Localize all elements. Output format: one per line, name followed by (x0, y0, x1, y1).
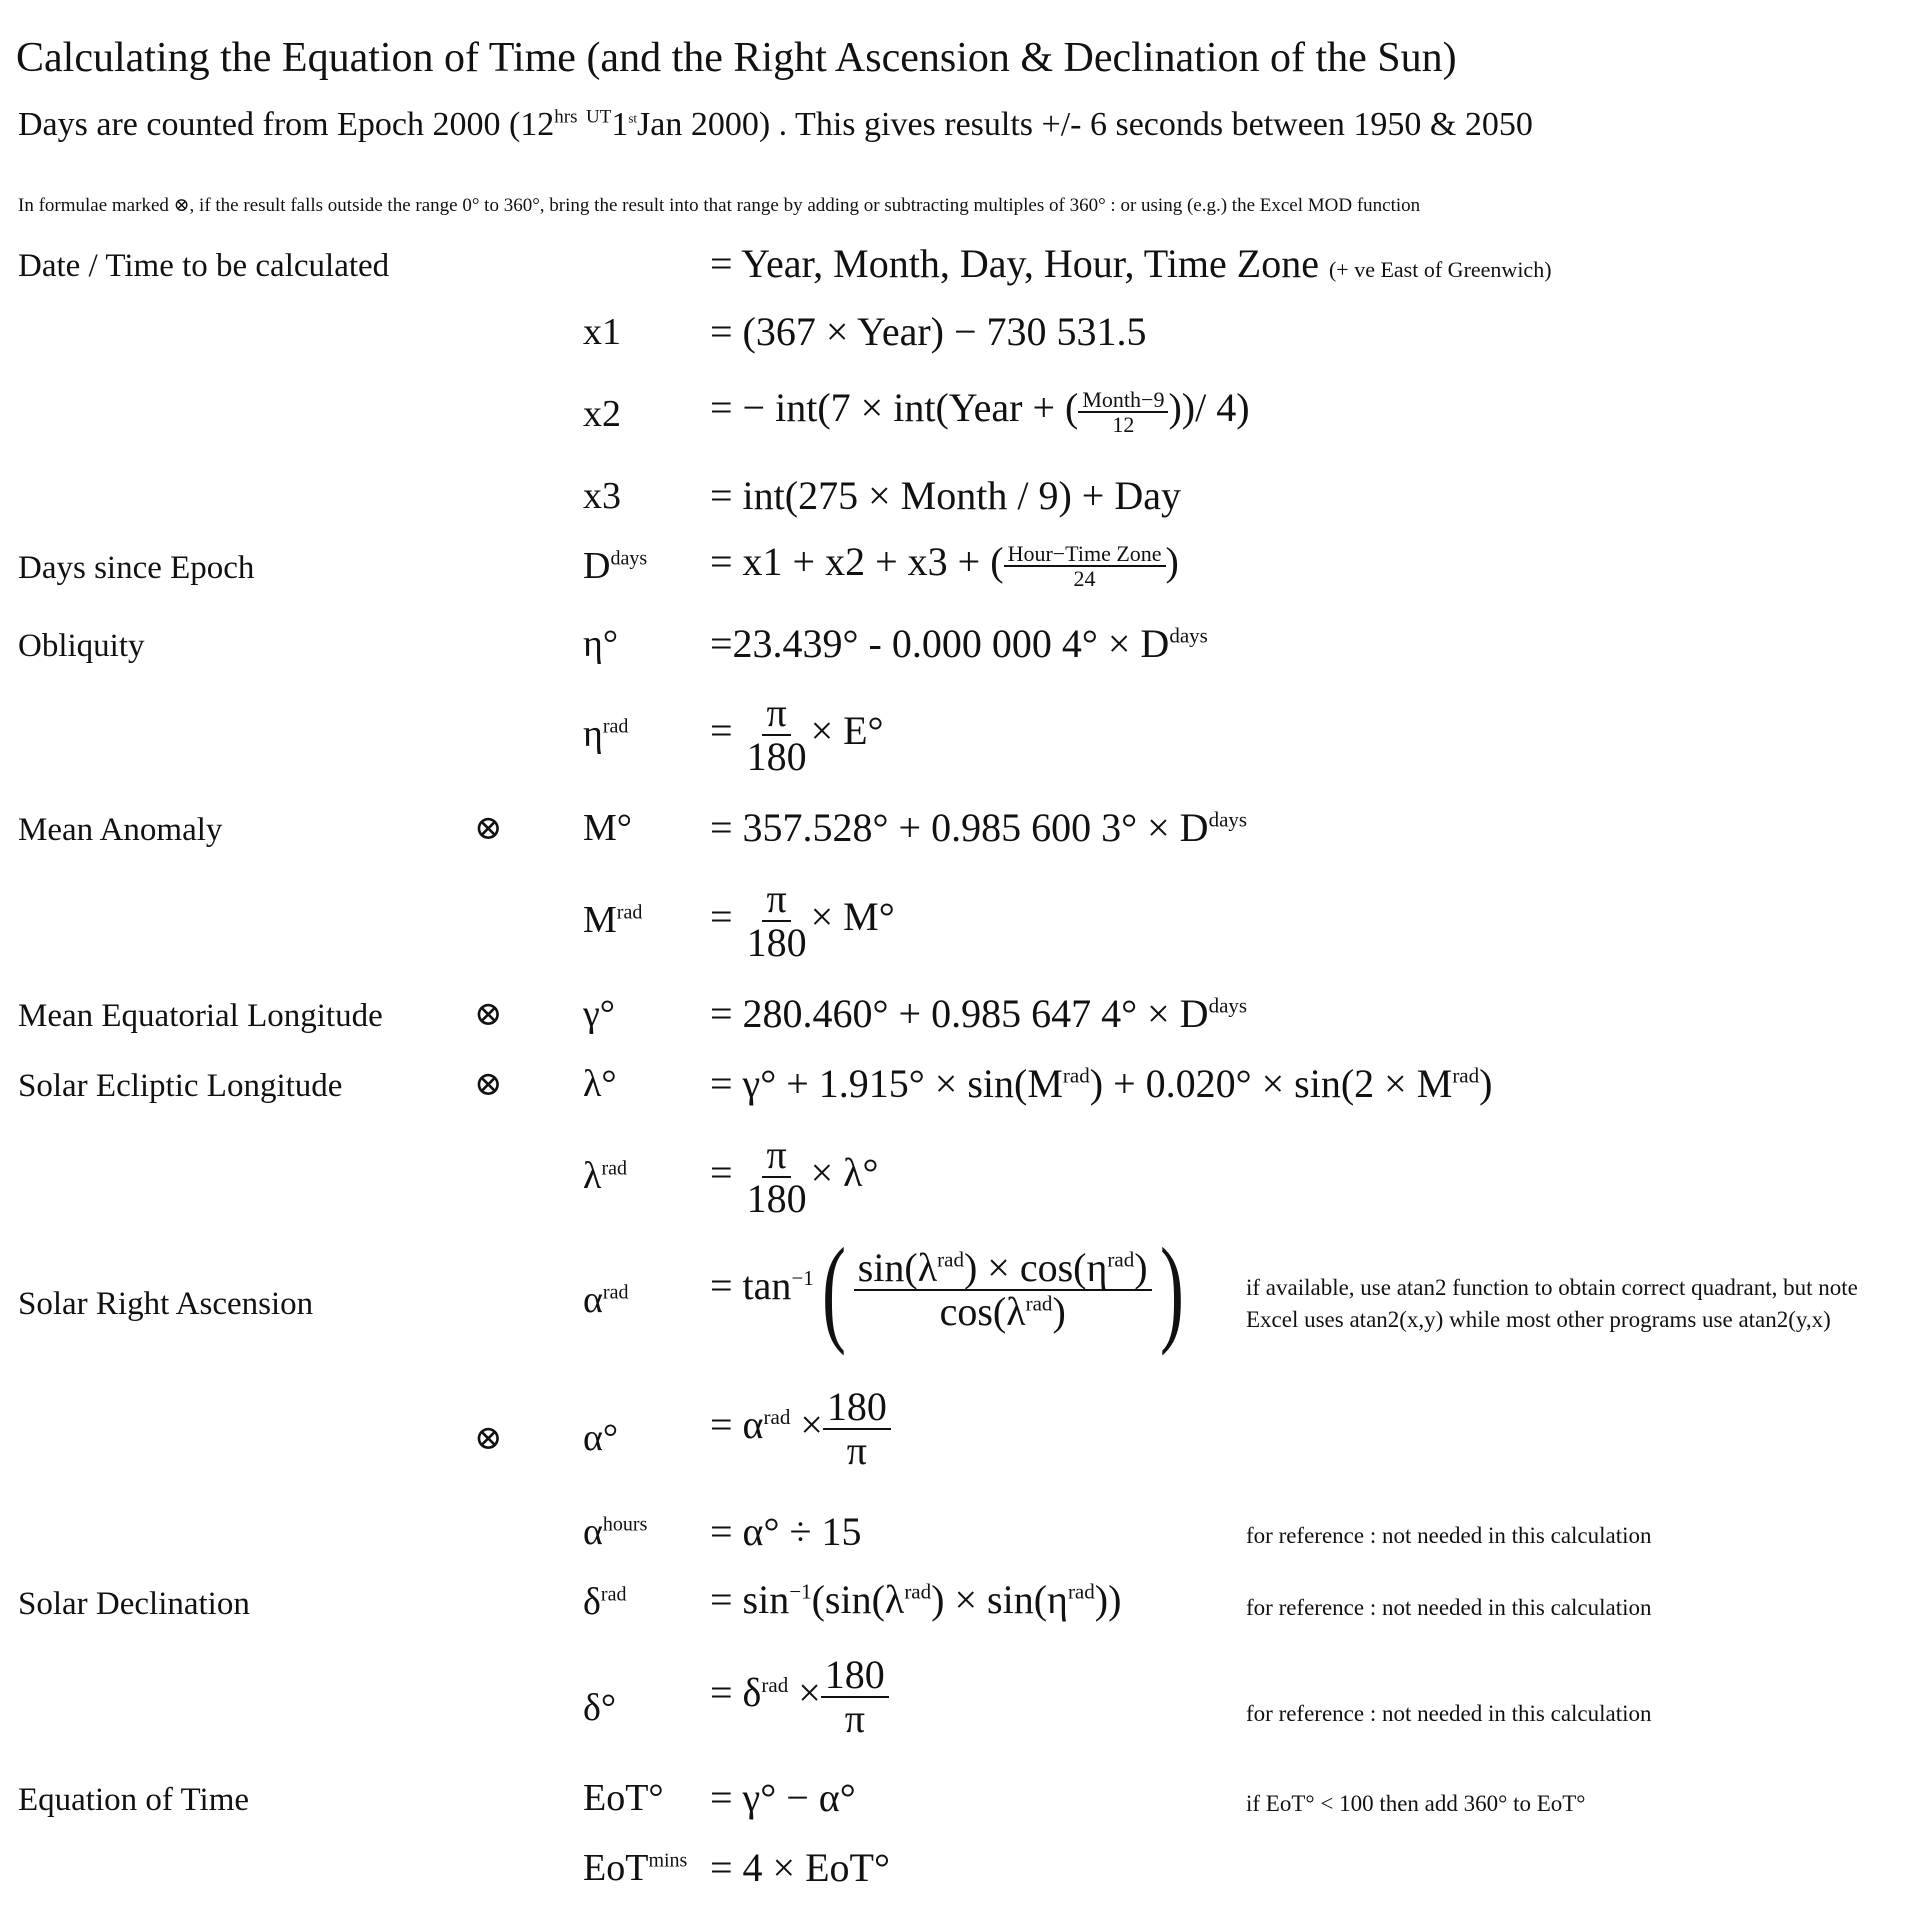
eq-alpha-deg-b: × (800, 1402, 823, 1448)
sym-eta-deg: η° (583, 623, 619, 665)
eq-eta-deg-text: =23.439° - 0.000 000 4° × D (710, 621, 1170, 666)
sym-lambda-rad-sup: rad (601, 1157, 627, 1180)
eq-eta-rad (710, 692, 884, 778)
label-equation-of-time: Equation of Time (18, 1782, 250, 1818)
eq-lambda-rad (710, 1134, 879, 1220)
eq-alpha-num-c: ) (1134, 1245, 1148, 1290)
eq-alpha-deg-a: = α (710, 1402, 764, 1448)
eq-delta-deg-fraction (821, 1654, 889, 1740)
label-date-time: Date / Time to be calculated (18, 248, 390, 284)
eq-x2-den: 12 (1112, 411, 1135, 437)
eq-delta-deg (710, 1654, 889, 1740)
eq-delta-b: (sin(λ (811, 1577, 905, 1622)
sym-alpha-hours-base: α (583, 1511, 603, 1553)
sym-d-base: D (583, 545, 611, 587)
eq-delta-sup2: rad (1067, 1579, 1095, 1604)
mod-mark-alpha: ⊗ (474, 1420, 503, 1457)
eq-gamma (710, 990, 1247, 1037)
sym-delta-rad-base: δ (583, 1581, 601, 1623)
eq-eta-rad-b: × E° (810, 708, 884, 754)
eq-delta-rad (710, 1576, 1121, 1623)
eq-eta-rad-den: 180 (746, 734, 807, 779)
eq-m-deg-text: = 357.528° + 0.985 600 3° × D (710, 805, 1209, 850)
eq-d-a: = x1 + x2 + x3 + ( (710, 539, 1004, 584)
eq-m-rad-b: × M° (810, 894, 895, 940)
eq-x2-fraction (1078, 388, 1168, 436)
paren-right-icon: ) (1159, 1223, 1184, 1356)
eq-alpha-deg-den: π (846, 1428, 867, 1473)
eq-alpha-rad-num (854, 1247, 1152, 1291)
sym-alpha-hours-sup: hours (602, 1513, 648, 1536)
eq-lambda-rad-b: × λ° (810, 1150, 879, 1196)
eq-eot-mins: = 4 × EoT° (710, 1845, 890, 1890)
sym-m-rad-base: M (583, 899, 617, 941)
sym-alpha-rad (583, 1278, 628, 1322)
eq-x2 (710, 384, 1250, 436)
eq-eta-deg (710, 620, 1208, 667)
sym-eta-rad-base: η (583, 713, 603, 755)
label-days-since-epoch: Days since Epoch (18, 550, 255, 586)
note-delta-deg: for reference : not needed in this calculation (1246, 1701, 1652, 1726)
subtitle-part-a: Days are counted from Epoch 2000 (12 (18, 106, 555, 143)
sym-lambda-rad-base: λ (583, 1155, 602, 1197)
sym-d-sup: days (610, 547, 648, 570)
eq-alpha-deg (710, 1386, 891, 1472)
eq-alpha-num-b: ) × cos(η (963, 1245, 1108, 1290)
subtitle-hrs: hrs (554, 106, 578, 128)
eq-d (710, 538, 1179, 590)
atan2-note-line2: Excel uses atan2(x,y) while most other programs use atan2(y,x) (1246, 1307, 1831, 1332)
eq-alpha-den-b: ) (1052, 1289, 1066, 1334)
eq-lambda-rad-den: 180 (746, 1176, 807, 1221)
sym-x3: x3 (583, 475, 621, 517)
sym-delta-rad (583, 1580, 626, 1624)
eq-d-fraction (1004, 542, 1166, 590)
sym-m-rad (583, 898, 642, 942)
eq-lambda-rad-num: π (762, 1134, 790, 1178)
subtitle-ut: UT (586, 106, 612, 128)
eq-delta-sup1: rad (904, 1579, 932, 1604)
eq-lambda-c: ) (1479, 1061, 1493, 1106)
eq-delta-deg-b: × (798, 1670, 821, 1716)
eq-delta-a: = sin (710, 1577, 790, 1622)
eq-alpha-deg-fraction (823, 1386, 891, 1472)
eq-m-rad-a: = (710, 894, 733, 940)
sym-x1: x1 (583, 311, 621, 353)
eq-alpha-rad-den (936, 1291, 1070, 1333)
eq-lambda-deg (710, 1060, 1492, 1107)
sym-m-deg: M° (583, 807, 632, 849)
sym-x2: x2 (583, 393, 621, 435)
subtitle-one: 1 (611, 106, 629, 143)
note-alpha-hours: for reference : not needed in this calculation (1246, 1523, 1652, 1548)
eq-alpha-rad-fraction (854, 1247, 1152, 1333)
mod-mark-mean-anomaly: ⊗ (474, 810, 503, 847)
eq-alpha-hours: = α° ÷ 15 (710, 1509, 862, 1554)
mod-mark-lambda: ⊗ (474, 1066, 503, 1103)
eq-lambda-rad-fraction (743, 1134, 811, 1220)
eq-m-rad-den: 180 (746, 920, 807, 965)
sym-alpha-deg: α° (583, 1417, 619, 1459)
sym-m-rad-sup: rad (616, 901, 643, 924)
eq-gamma-sup: days (1208, 993, 1248, 1018)
subtitle (18, 106, 1533, 144)
eq-m-deg (710, 804, 1247, 851)
page-title: Calculating the Equation of Time (and the Right Ascension & Declination of the Sun) (16, 35, 1457, 81)
eq-alpha-rad-exp: −1 (791, 1265, 814, 1290)
eq-alpha-deg-sup: rad (763, 1404, 791, 1429)
eq-x2-a: = − int(7 × int(Year + ( (710, 385, 1079, 430)
sym-eta-rad-sup: rad (602, 715, 629, 738)
eq-m-rad (710, 878, 895, 964)
eq-delta-d: )) (1094, 1577, 1122, 1622)
subtitle-st: st (628, 110, 638, 126)
eq-gamma-text: = 280.460° + 0.985 647 4° × D (710, 991, 1209, 1036)
eq-eot-deg: = γ° − α° (710, 1775, 856, 1820)
eq-delta-deg-num: 180 (821, 1654, 889, 1698)
eq-d-den: 24 (1073, 565, 1096, 591)
eq-lambda-sup1: rad (1062, 1063, 1090, 1088)
label-mean-anomaly: Mean Anomaly (18, 812, 223, 848)
eq-delta-exp: −1 (789, 1579, 812, 1604)
subtitle-part-b: Jan 2000) . This gives results +/- 6 seconds between 1950 & 2050 (637, 106, 1533, 143)
eq-eta-deg-sup: days (1169, 623, 1208, 648)
sym-delta-rad-sup: rad (600, 1583, 627, 1606)
eq-delta-deg-sup: rad (761, 1672, 789, 1697)
eq-m-rad-num: π (762, 878, 790, 922)
atan2-note-line1: if available, use atan2 function to obtain correct quadrant, but note (1246, 1275, 1858, 1300)
sym-eot-mins (583, 1846, 687, 1890)
eq-alpha-num-sup2: rad (1107, 1247, 1135, 1272)
eq-x2-num: Month−9 (1078, 388, 1168, 413)
eq-eta-rad-num: π (762, 692, 790, 736)
eq-alpha-num-a: sin(λ (857, 1245, 938, 1290)
eq-x1: = (367 × Year) − 730 531.5 (710, 309, 1147, 354)
sym-eot-mins-sup: mins (648, 1849, 688, 1872)
sym-eot-mins-base: EoT (583, 1847, 649, 1889)
sym-lambda-rad (583, 1154, 627, 1198)
label-mean-equatorial-longitude: Mean Equatorial Longitude (18, 998, 383, 1034)
label-obliquity: Obliquity (18, 628, 145, 664)
sym-alpha-hours (583, 1510, 647, 1554)
eq-alpha-rad-a: = tan (710, 1263, 792, 1309)
eq-date-time (710, 240, 1552, 287)
label-solar-right-ascension: Solar Right Ascension (18, 1286, 314, 1322)
sym-eta-rad (583, 712, 628, 756)
eq-lambda-rad-a: = (710, 1150, 733, 1196)
eq-alpha-den-sup: rad (1025, 1291, 1053, 1316)
sym-eot-deg: EoT° (583, 1777, 664, 1819)
note-delta-rad: for reference : not needed in this calculation (1246, 1595, 1652, 1620)
eq-m-deg-sup: days (1208, 807, 1248, 832)
eq-alpha-deg-num: 180 (823, 1386, 891, 1430)
eq-date-note: (+ ve East of Greenwich) (1328, 257, 1552, 282)
eq-lambda-a: = γ° + 1.915° × sin(M (710, 1061, 1063, 1106)
eq-eta-rad-fraction (743, 692, 811, 778)
paren-left-icon: ( (821, 1223, 846, 1356)
eq-lambda-sup2: rad (1452, 1063, 1480, 1088)
eq-x3: = int(275 × Month / 9) + Day (710, 473, 1181, 518)
eq-date-text: = Year, Month, Day, Hour, Time Zone (710, 241, 1319, 286)
eq-alpha-rad (710, 1223, 1192, 1356)
sym-d (583, 544, 647, 588)
note-eot-deg: if EoT° < 100 then add 360° to EoT° (1246, 1791, 1586, 1816)
eq-lambda-b: ) + 0.020° × sin(2 × M (1089, 1061, 1453, 1106)
eq-x2-b: ))/ 4) (1168, 385, 1250, 430)
sym-delta-deg: δ° (583, 1687, 617, 1729)
eq-alpha-den-a: cos(λ (939, 1289, 1026, 1334)
atan2-note (1246, 1272, 1858, 1336)
sym-gamma: γ° (583, 993, 615, 1035)
sym-alpha-rad-base: α (583, 1279, 603, 1321)
label-solar-ecliptic-longitude: Solar Ecliptic Longitude (18, 1068, 343, 1104)
eq-alpha-num-sup1: rad (937, 1247, 964, 1272)
sym-alpha-rad-sup: rad (602, 1281, 629, 1304)
modulo-note: In formulae marked ⊗, if the result falls outside the range 0° to 360°, bring the result into that range by adding or subtracting multiples of 360° : or using (e.g.) the Excel MOD function (18, 195, 1421, 216)
eq-delta-c: ) × sin(η (931, 1577, 1068, 1622)
eq-delta-deg-den: π (844, 1696, 865, 1741)
eq-m-rad-fraction (743, 878, 811, 964)
mod-mark-gamma: ⊗ (474, 996, 503, 1033)
label-solar-declination: Solar Declination (18, 1586, 250, 1622)
eq-d-num: Hour−Time Zone (1004, 542, 1166, 567)
sym-lambda-deg: λ° (583, 1063, 617, 1105)
eq-eta-rad-a: = (710, 708, 733, 754)
eq-d-b: ) (1165, 539, 1179, 584)
eq-delta-deg-a: = δ (710, 1670, 762, 1716)
